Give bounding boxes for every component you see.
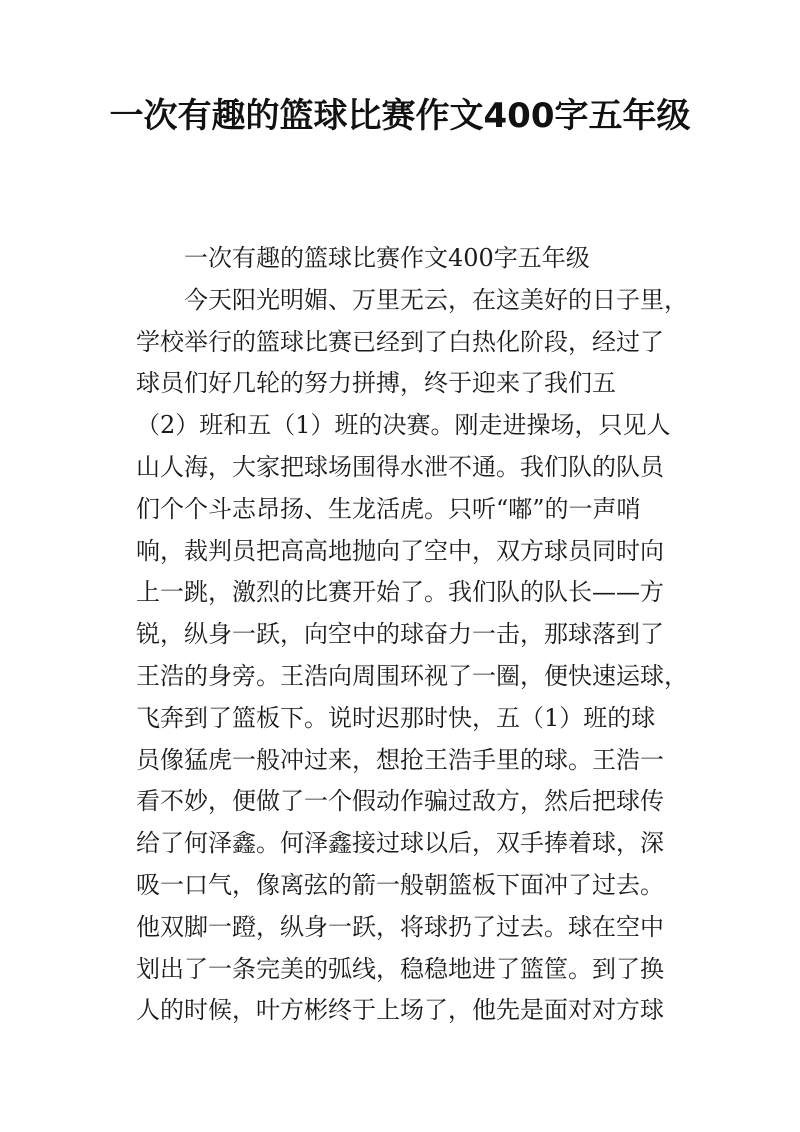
paragraph-line: 人的时候，叶方彬终于上场了，他先是面对对方球 [136,996,664,1025]
paragraph-line: 上一跳，激烈的比赛开始了。我们队的队长——方 [136,578,664,607]
document-title: 一次有趣的篮球比赛作文400字五年级 [109,96,691,136]
paragraph-line: 们个个斗志昂扬、生龙活虎。只听“嘟”的一声哨 [136,494,641,523]
paragraph-line: 看不妙，便做了一个假动作骗过敌方，然后把球传 [136,787,664,816]
paragraph-line: 今天阳光明媚、万里无云，在这美好的日子里， [184,285,688,314]
paragraph-line: 飞奔到了篮板下。说时迟那时快，五（1）班的球 [136,703,656,732]
paragraph-line: 响，裁判员把高高地抛向了空中，双方球员同时向 [136,536,664,565]
article-body [136,238,688,1032]
paragraph-line: 吸一口气，像离弦的箭一般朝篮板下面冲了过去。 [136,870,664,899]
paragraph-line: 王浩的身旁。王浩向周围环视了一圈，便快速运球， [136,661,688,690]
paragraph-line: （2）班和五（1）班的决赛。刚走进操场，只见人 [136,411,671,440]
article-subtitle: 一次有趣的篮球比赛作文400字五年级 [184,244,590,272]
paragraph-line: 划出了一条完美的弧线，稳稳地进了篮筐。到了换 [136,954,664,983]
paragraph-line: 员像猛虎一般冲过来，想抢王浩手里的球。王浩一 [136,745,664,774]
paragraph-line: 球员们好几轮的努力拼搏，终于迎来了我们五 [136,369,616,398]
paragraph-line: 他双脚一蹬，纵身一跃，将球扔了过去。球在空中 [136,912,664,941]
paragraph-line: 锐，纵身一跃，向空中的球奋力一击，那球落到了 [136,620,664,649]
paragraph-line: 山人海，大家把球场围得水泄不通。我们队的队员 [136,452,664,481]
paragraph-line: 给了何泽鑫。何泽鑫接过球以后，双手捧着球，深 [136,829,664,858]
paragraph-line: 学校举行的篮球比赛已经到了白热化阶段，经过了 [136,327,664,356]
